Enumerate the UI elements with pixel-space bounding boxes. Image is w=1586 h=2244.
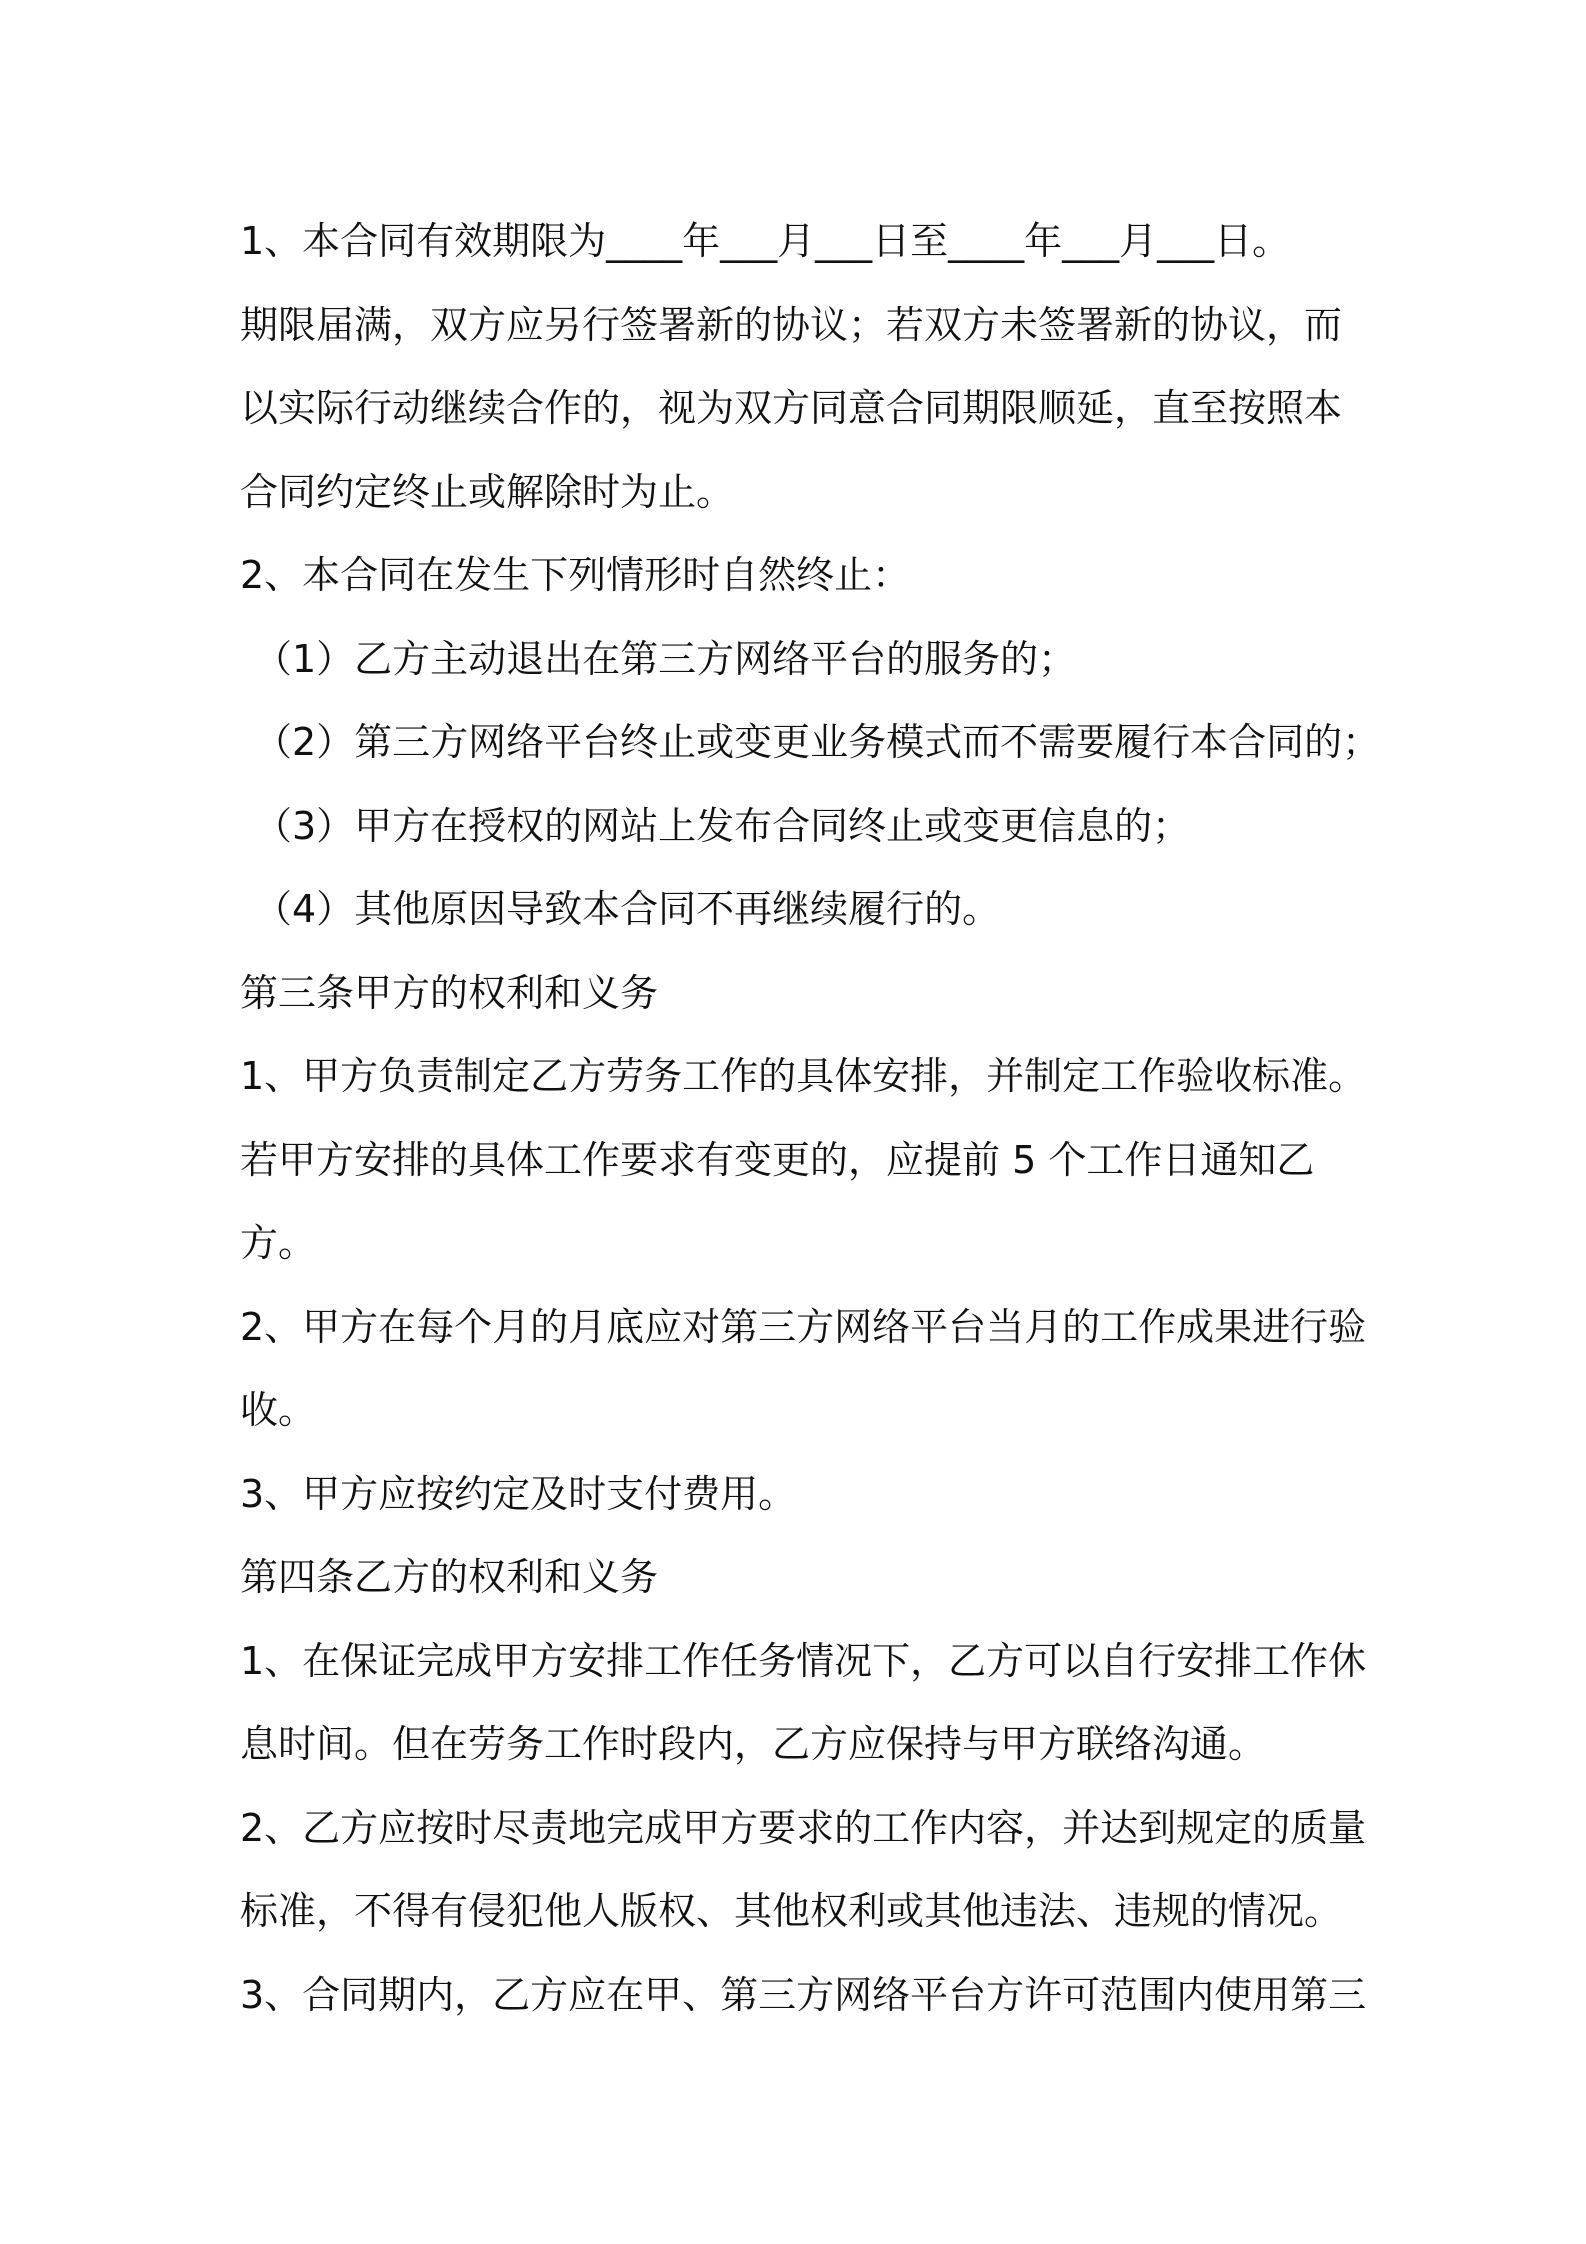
text-line: 若甲方安排的具体工作要求有变更的，应提前 5 个工作日通知乙 xyxy=(240,1137,1315,1182)
text-line: 2、本合同在发生下列情形时自然终止： xyxy=(240,553,911,597)
text-line: 1、甲方负责制定乙方劳务工作的具体安排，并制定工作验收标准。 xyxy=(240,1054,1367,1098)
text-line: 以实际行动继续合作的，视为双方同意合同期限顺延，直至按照本 xyxy=(240,386,1343,430)
text-line: 期限届满，双方应另行签署新的协议；若双方未签署新的协议，而 xyxy=(240,302,1343,347)
text-line: 2、乙方应按时尽责地完成甲方要求的工作内容，并达到规定的质量 xyxy=(240,1805,1367,1850)
text-line: 合同约定终止或解除时为止。 xyxy=(240,469,735,514)
text-line: 息时间。但在劳务工作时段内，乙方应保持与甲方联络沟通。 xyxy=(240,1722,1267,1766)
section-heading: 第四条乙方的权利和义务 xyxy=(240,1555,659,1599)
text-line: 方。 xyxy=(240,1221,317,1265)
text-line: 1、本合同有效期限为____年___月___日至____年___月___日。 xyxy=(240,219,1291,263)
text-line: 标准，不得有侵犯他人版权、其他权利或其他违法、违规的情况。 xyxy=(240,1889,1343,1933)
text-line: 收。 xyxy=(240,1388,317,1432)
document-body xyxy=(240,200,1381,2037)
section-heading: 第三条甲方的权利和义务 xyxy=(240,970,659,1015)
list-item: （2）第三方网络平台终止或变更业务模式而不需要履行本合同的； xyxy=(254,720,1381,764)
text-line: 2、甲方在每个月的月底应对第三方网络平台当月的工作成果进行验 xyxy=(240,1304,1367,1349)
list-item: （3）甲方在授权的网站上发布合同终止或变更信息的； xyxy=(254,803,1191,848)
list-item: （4）其他原因导致本合同不再继续履行的。 xyxy=(254,887,1001,931)
list-item: （1）乙方主动退出在第三方网络平台的服务的； xyxy=(254,636,1077,681)
text-line: 3、甲方应按约定及时支付费用。 xyxy=(240,1471,797,1516)
text-line: 1、在保证完成甲方安排工作任务情况下，乙方可以自行安排工作休 xyxy=(240,1638,1367,1683)
text-line: 3、合同期内，乙方应在甲、第三方网络平台方许可范围内使用第三 xyxy=(240,1972,1367,2017)
